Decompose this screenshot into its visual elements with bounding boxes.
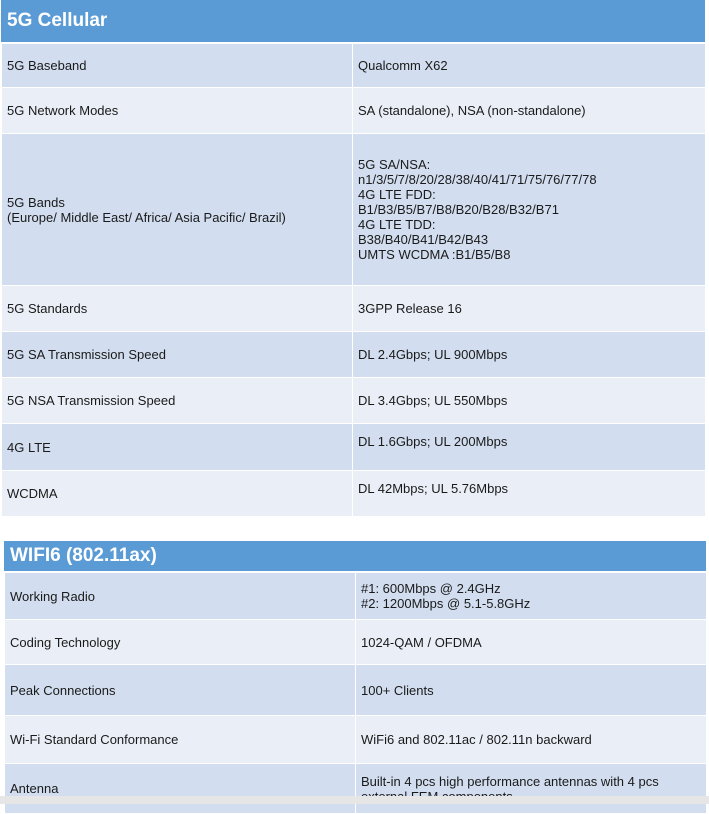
table-row <box>2 378 706 424</box>
row-label: Peak Connections <box>5 665 356 716</box>
row-value <box>356 573 707 620</box>
table-row <box>2 134 706 286</box>
row-label: 5G SA Transmission Speed <box>2 332 353 378</box>
wifi-section <box>4 541 706 814</box>
band-line: 4G LTE TDD: <box>358 217 436 232</box>
row-label-line: 5G Bands <box>7 194 65 210</box>
cellular-spec-table <box>1 43 706 517</box>
radio-line: #2: 1200Mbps @ 5.1-5.8GHz <box>361 596 531 611</box>
wifi-spec-table <box>4 572 707 814</box>
row-label-line: (Europe/ Middle East/ Africa/ Asia Pacific/ Brazil) <box>7 209 286 225</box>
band-line: n1/3/5/7/8/20/28/38/40/41/71/75/76/77/78 <box>358 172 597 187</box>
table-row <box>2 424 706 471</box>
wifi-section-title: WIFI6 (802.11ax) <box>4 541 706 571</box>
table-row <box>2 332 706 378</box>
row-value: DL 3.4Gbps; UL 550Mbps <box>353 378 706 424</box>
row-label: Wi-Fi Standard Conformance <box>5 716 356 764</box>
table-row <box>5 620 707 665</box>
table-row <box>2 471 706 517</box>
band-line: UMTS WCDMA :B1/B5/B8 <box>358 247 511 262</box>
row-label: 5G NSA Transmission Speed <box>2 378 353 424</box>
row-value: DL 2.4Gbps; UL 900Mbps <box>353 332 706 378</box>
row-value: 100+ Clients <box>356 665 707 716</box>
antenna-line: Built-in 4 pcs high performance antennas with 4 pcs <box>361 773 659 789</box>
row-value: Qualcomm X62 <box>353 44 706 88</box>
table-row <box>2 88 706 134</box>
row-label: Working Radio <box>5 573 356 620</box>
row-label: Antenna <box>5 764 356 814</box>
table-row <box>5 764 707 814</box>
row-label: 5G Network Modes <box>2 88 353 134</box>
band-line: 4G LTE FDD: <box>358 187 436 202</box>
row-label <box>2 134 353 286</box>
band-line: B1/B3/B5/B7/B8/B20/B28/B32/B71 <box>358 202 559 217</box>
table-row <box>5 665 707 716</box>
row-value: DL 42Mbps; UL 5.76Mbps <box>353 471 706 517</box>
row-value: 1024-QAM / OFDMA <box>356 620 707 665</box>
table-row <box>5 573 707 620</box>
table-row <box>2 286 706 332</box>
row-label: WCDMA <box>2 471 353 517</box>
row-value: DL 1.6Gbps; UL 200Mbps <box>353 424 706 471</box>
bottom-scroll-bar <box>0 796 709 804</box>
table-row <box>5 716 707 764</box>
row-value <box>356 764 707 814</box>
row-label: Coding Technology <box>5 620 356 665</box>
cellular-section <box>1 0 705 517</box>
row-value: SA (standalone), NSA (non-standalone) <box>353 88 706 134</box>
row-label: 5G Baseband <box>2 44 353 88</box>
row-value: 3GPP Release 16 <box>353 286 706 332</box>
row-value: WiFi6 and 802.11ac / 802.11n backward <box>356 716 707 764</box>
band-line: 5G SA/NSA: <box>358 157 431 172</box>
table-row <box>2 44 706 88</box>
row-value <box>353 134 706 286</box>
band-line: B38/B40/B41/B42/B43 <box>358 232 489 247</box>
row-label: 5G Standards <box>2 286 353 332</box>
cellular-section-title: 5G Cellular <box>1 0 705 42</box>
radio-line: #1: 600Mbps @ 2.4GHz <box>361 581 501 596</box>
row-label: 4G LTE <box>2 424 353 471</box>
